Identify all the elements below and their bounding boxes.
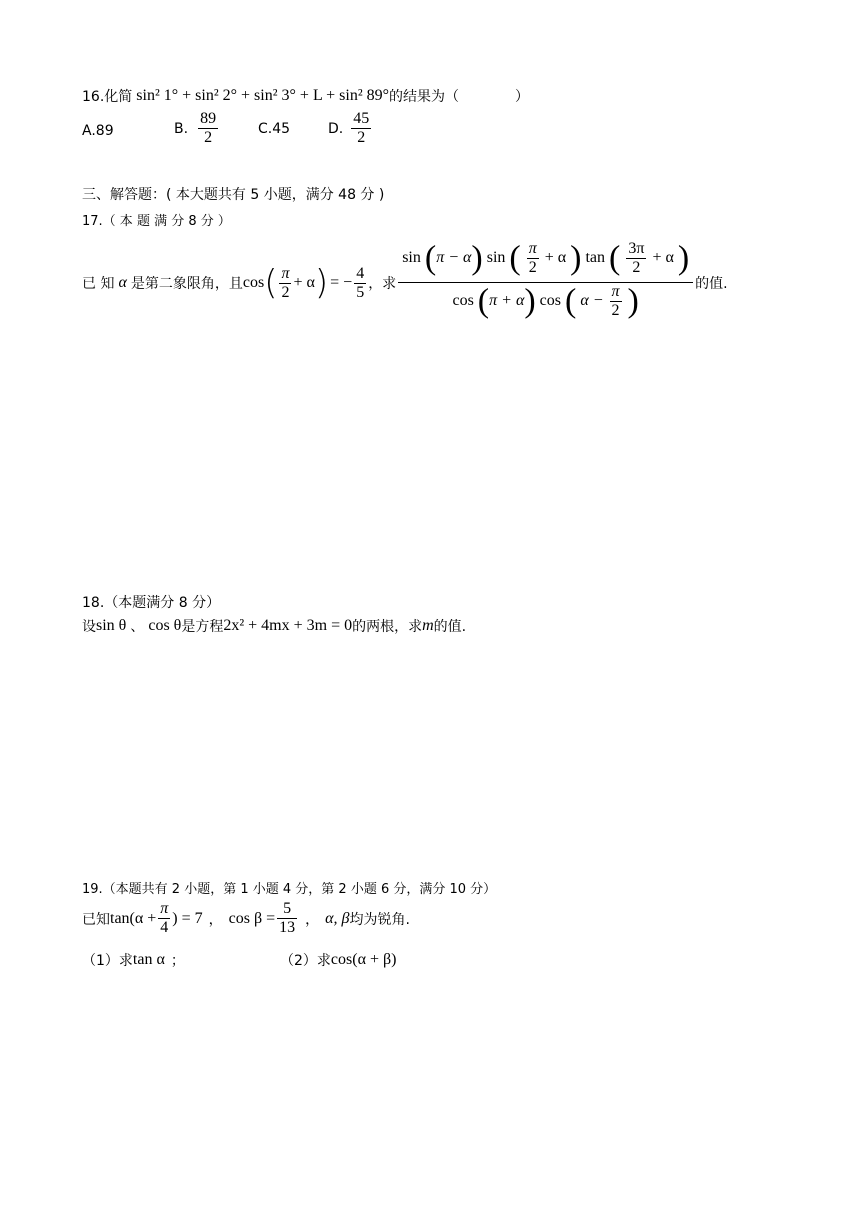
- q17-denominator: cos (π + α) cos ( α − $\frac{\pi}{2}$ ): [452, 282, 639, 319]
- q19-part2: （2）求 cos(α + β): [280, 951, 397, 969]
- q19-part1: （1）求 tan α ；: [82, 951, 185, 969]
- q17-alpha: α: [118, 274, 127, 291]
- q17-stem: 已 知 α 是第二象限角，且 cos ( $\frac{\pi}{2}$ + α ) = − $\frac{4}{5}$ ，求 sin (π − α) sin ( $\frac{\pi}{2}$ + α ) tan ( $\frac{3\pi}{2}$ + α ) cos (π + α) cos ( α − $\frac{\pi}{2}$ ) 的值.: [82, 238, 728, 328]
- q19-cos-beta: cos β =: [228, 909, 276, 927]
- q17-end: 的值.: [695, 276, 728, 292]
- q16-option-b-fraction: $\frac{89}{2}$: [200, 110, 217, 146]
- q16-stem: [82, 86, 529, 106]
- q16-close-paren: ）: [515, 89, 530, 105]
- q16-option-c: C. 45: [258, 120, 291, 137]
- q17-numerator: sin (π − α) sin ( $\frac{\pi}{2}$ + α ) tan ( $\frac{3\pi}{2}$ + α ): [398, 240, 693, 283]
- q18-heading: 18.（本题满分 8 分）: [82, 595, 221, 611]
- q19-heading: 19.（本题共有 2 小题，第 1 小题 4 分，第 2 小题 6 分，满分 10 分）: [82, 882, 497, 897]
- q18-stem: 设 sin θ 、 cos θ 是方程 2x² + 4mx + 3m = 0 的两根，求 m 的值.: [82, 617, 467, 635]
- q18-cos-theta: cos θ: [148, 617, 182, 634]
- q19-five-thirteenths: $\frac{5}{13}$: [279, 900, 296, 936]
- q17-big-fraction: [398, 240, 693, 327]
- q17-four-fifths: $\frac{4}{5}$: [356, 264, 365, 301]
- q16-options: [82, 110, 373, 147]
- section-title: 三、解答题：( 本大题共有 5 小题，满分 48 分 ): [82, 187, 385, 203]
- q17-cos: cos: [242, 274, 265, 291]
- q17-pi-over-2: $\frac{\pi}{2}$: [281, 264, 290, 301]
- q17-ask: ，求: [368, 276, 397, 292]
- q18-sin-theta: sin θ: [96, 617, 127, 634]
- q16-option-b: B. $\frac{89}{2}$: [174, 110, 217, 146]
- q17-pre: 已 知: [82, 276, 115, 292]
- q19-stem: 已知 tan(α + $\frac{\pi}{4}$ ) = 7 ， cos β = $\frac{5}{13}$ ， α, β 均为锐角.: [82, 900, 410, 936]
- q16-option-d-fraction: $\frac{45}{2}$: [353, 110, 370, 146]
- q18-equation: 2x² + 4mx + 3m = 0: [223, 617, 353, 634]
- q16-expression: sin² 1° + sin² 2° + sin² 3° + L + sin² 89°: [136, 87, 390, 104]
- q16-option-d: D. $\frac{45}{2}$: [328, 110, 370, 146]
- q16-label: 16.化简: [82, 89, 133, 105]
- q19-pi-over-4: $\frac{\pi}{4}$: [160, 900, 169, 936]
- q17-heading: 17.（ 本 题 满 分 8 分 ）: [82, 214, 231, 229]
- q17-mid: 是第二象限角，且: [130, 276, 243, 292]
- q16-option-a: A. 89: [82, 122, 114, 139]
- q16-tail: 的结果为（: [389, 89, 460, 105]
- q19-tan-expr: tan(α +: [110, 909, 157, 927]
